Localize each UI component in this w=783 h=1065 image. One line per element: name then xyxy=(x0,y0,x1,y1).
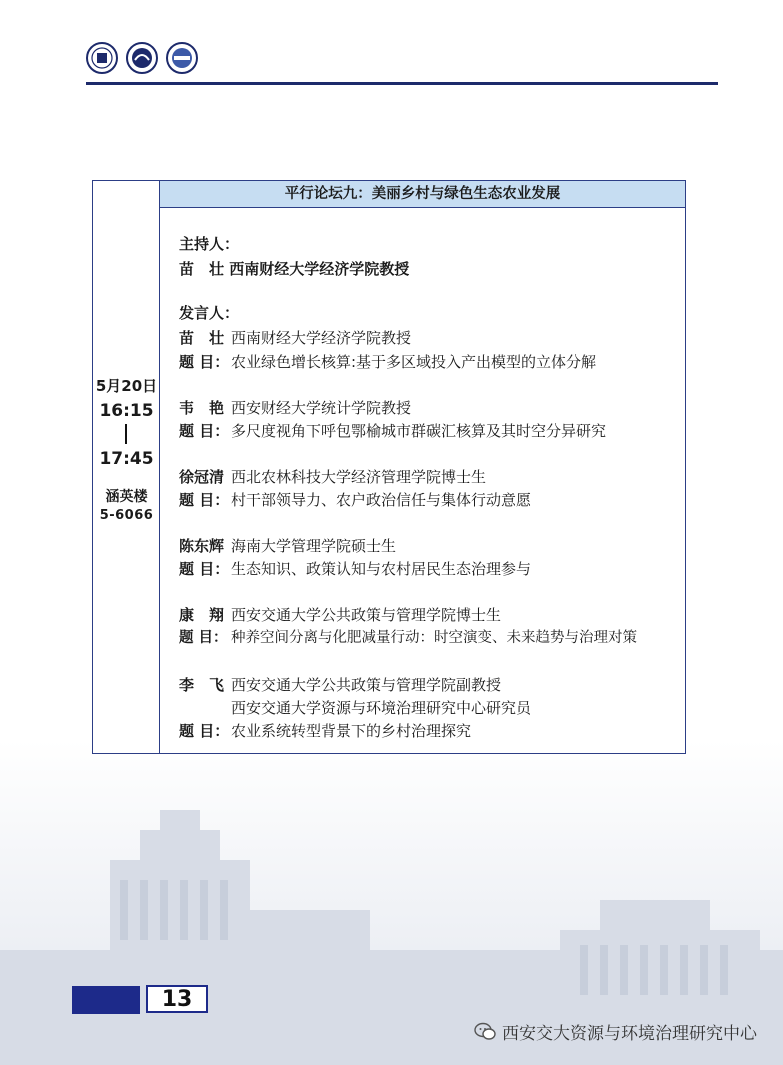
host-name: 苗 壮 西南财经大学经济学院教授 xyxy=(179,260,410,278)
topic-label: 题 目： xyxy=(179,491,230,509)
speaker-affiliation: 西南财经大学经济学院教授 xyxy=(231,329,412,347)
topic-row xyxy=(179,352,596,372)
speaker-topic: 多尺度视角下呼包鄂榆城市群碳汇核算及其时空分异研究 xyxy=(231,422,607,440)
speaker-name: 徐冠清 xyxy=(179,468,225,486)
session-end-time: 17:45 xyxy=(99,449,154,469)
header-rule xyxy=(86,82,718,85)
host-label: 主持人： xyxy=(179,235,240,253)
footer-account xyxy=(474,1019,757,1044)
session-room: 5-6066 xyxy=(99,508,154,523)
topic-row xyxy=(179,628,637,648)
speaker-topic: 农业绿色增长核算:基于多区域投入产出模型的立体分解 xyxy=(231,353,597,371)
speaker-affiliation: 海南大学管理学院硕士生 xyxy=(231,537,397,555)
wechat-icon xyxy=(474,1022,496,1042)
speaker-affiliation-row xyxy=(179,698,531,718)
topic-label: 题 目： xyxy=(179,560,230,578)
speaker-name: 李 飞 xyxy=(179,676,225,694)
topic-row xyxy=(179,559,531,579)
forum-schedule-box xyxy=(92,180,686,754)
speaker-topic: 农业系统转型背景下的乡村治理探究 xyxy=(231,722,472,740)
topic-row xyxy=(179,490,531,510)
speaker-topic: 种养空间分离与化肥减量行动：时空演变、未来趋势与治理对策 xyxy=(231,630,637,646)
speakers-label: 发言人： xyxy=(179,304,240,322)
footer-account-name: 西安交大资源与环境治理研究中心 xyxy=(502,1024,757,1044)
header-logos xyxy=(86,42,198,78)
speaker-affiliation: 西安交通大学公共政策与管理学院博士生 xyxy=(231,606,502,624)
topic-row xyxy=(179,721,471,741)
speaker-topic: 生态知识、政策认知与农村居民生态治理参与 xyxy=(231,560,532,578)
topic-label: 题 目： xyxy=(179,722,230,740)
topic-label: 题 目： xyxy=(179,353,230,371)
time-separator xyxy=(125,424,127,444)
speaker-row xyxy=(179,675,501,695)
speaker-name: 韦 艳 xyxy=(179,399,225,417)
session-start-time: 16:15 xyxy=(99,401,154,421)
speaker-row xyxy=(179,398,411,418)
speaker-name: 陈东辉 xyxy=(179,537,225,555)
speaker-affiliation: 西安财经大学统计学院教授 xyxy=(231,399,412,417)
speaker-row xyxy=(179,536,396,556)
speaker-name: 苗 壮 xyxy=(179,329,225,347)
page-number-bar xyxy=(72,986,140,1014)
campus-building-illustration xyxy=(0,740,783,1065)
speaker-row xyxy=(179,328,411,348)
school-emblem-icon xyxy=(126,42,158,74)
speaker-topic: 村干部领导力、农户政治信任与集体行动意愿 xyxy=(231,491,532,509)
speaker-row xyxy=(179,467,486,487)
session-date: 5月20日 xyxy=(95,377,158,395)
time-column xyxy=(93,181,160,753)
speaker-affiliation-secondary: 西安交通大学资源与环境治理研究中心研究员 xyxy=(231,699,532,717)
speaker-name: 康 翔 xyxy=(179,606,225,624)
speaker-affiliation: 西安交通大学公共政策与管理学院副教授 xyxy=(231,676,502,694)
page-number: 13 xyxy=(146,985,208,1013)
speaker-affiliation: 西北农林科技大学经济管理学院博士生 xyxy=(231,468,487,486)
session-building: 涵英楼 xyxy=(105,489,148,505)
topic-label: 题 目： xyxy=(179,422,230,440)
topic-row xyxy=(179,421,606,441)
center-emblem-icon xyxy=(166,42,198,74)
university-seal-icon xyxy=(86,42,118,74)
forum-title: 平行论坛九：美丽乡村与绿色生态农业发展 xyxy=(160,181,685,208)
topic-label: 题 目： xyxy=(179,630,228,646)
speaker-row xyxy=(179,605,501,625)
